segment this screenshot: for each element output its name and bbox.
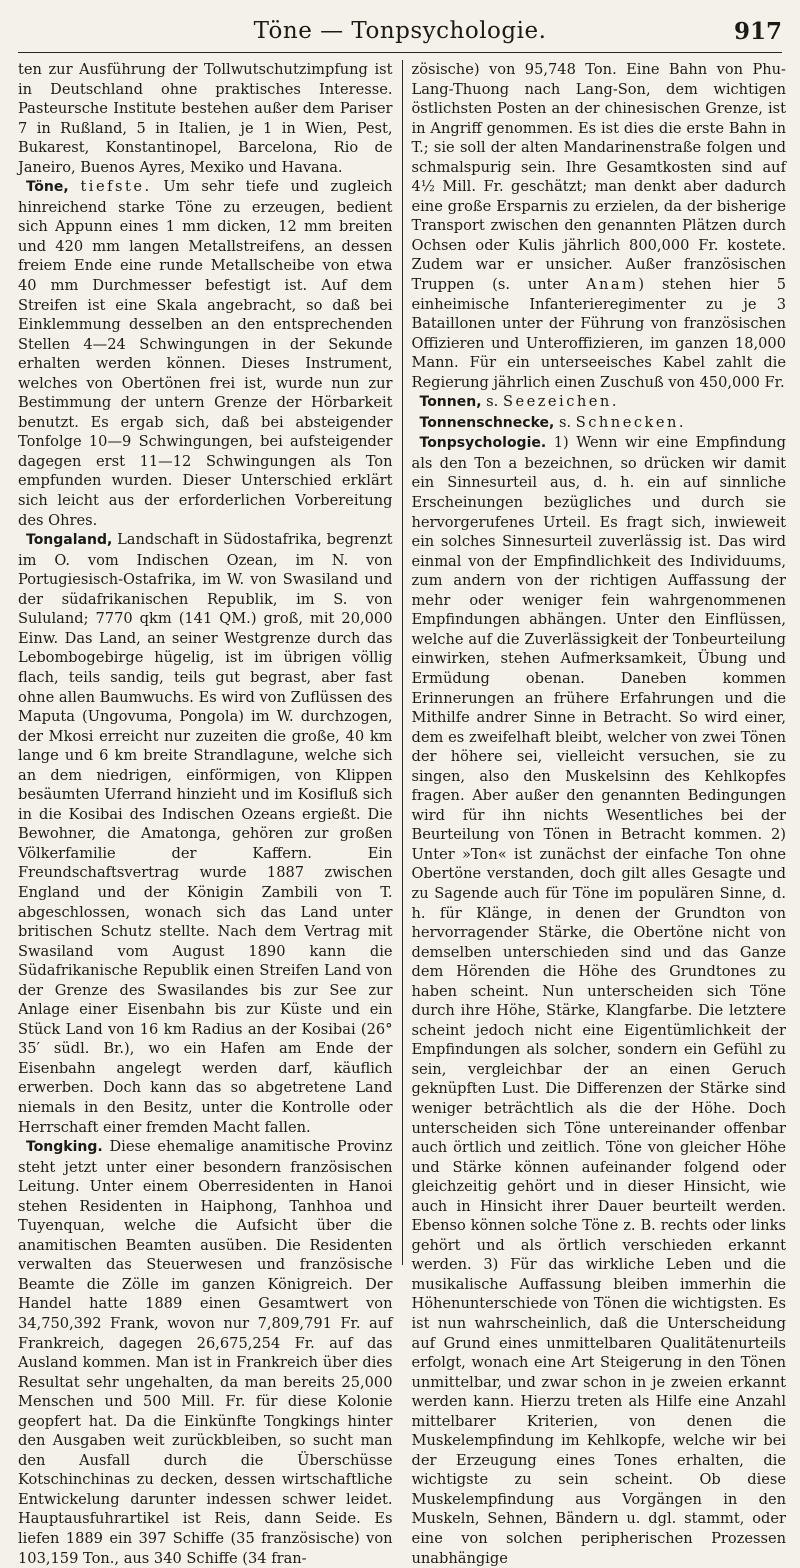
- text-columns: [18, 60, 786, 1567]
- entry-text: 1) Wenn wir eine Empfindung als den Ton a bezeichnen, so drücken wir damit ein Sinnesurteil aus, d. h. ein auf sinnliche Erscheinungen bezügliches und durch sie hervorgerufenes Urteil. Es fragt sich, inwieweit ein solches Sinnesurteil zuverlässig ist. Das wird einmal von der Empfindlichkeit des Individuums, zum andern von der richtigen Auffassung der mehr oder weniger fein wahrgenommenen Empfindungen abhängen. Unter den Einflüssen, welche auf die Zuverlässigkeit der Tonbeurteilung einwirken, stehen Aufmerksamkeit, Übung und Ermüdung obenan. Daneben kommen Erinnerungen an frühere Erfahrungen und die Mithilfe andrer Sinne in Betracht. So wird einer, dem es zweifelhaft bleibt, welcher von zwei Tönen der höhere sei, vielleicht versuchen, sie zu singen, also den Muskelsinn des Kehlkopfes fragen. Aber außer den genannten Bedingungen wird für ihn nichts Wesentliches bei der Beurteilung von Tönen in Betracht kommen. 2) Unter »Ton« ist zunächst der einfache Ton ohne Obertöne verstanden, doch gilt alles Gesagte und zu Sagende auch für Töne im populären Sinne, d. h. für Klänge, in denen der Grundton von hervorragender Stärke, die Obertöne nicht von demselben unterschieden sind und das Ganze dem Hörenden die Höhe des Grundtones zu haben scheint. Nun unterscheiden sich Töne durch ihre Höhe, Stärke, Klangfarbe. Die letztere scheint jedoch nicht eine Eigentümlichkeit der Empfindungen als solcher, sondern ein Gefühl zu sein, vergleichbar der an einen Geruch geknüpften Lust. Die Differenzen der Stärke sind weniger beträchtlich als die der Höhe. Doch unterscheiden sich Töne untereinander offenbar auch örtlich und zeitlich. Töne von gleicher Höhe und Stärke können aufeinander folgend oder gleichzeitig gehört und in dieser Hinsicht, wie auch in Hinsicht ihrer Dauer beurteilt werden. Ebenso können solche Töne z. B. rechts oder links gehört und als örtlich verschieden erkannt werden. 3) Für das wirkliche Leben und die musikalische Auffassung bleiben immerhin die Höhenunterschiede von Tönen die wichtigsten. Es ist nun wahrscheinlich, daß die Unterscheidung auf Grund eines unmittelbaren Qualitätenurteils erfolgt, wonach eine Art Steigerung in den Tönen unmittelbar, und zwar schon in je zweien erkannt werden kann. Hierzu treten als Hilfe eine Anzahl mittelbarer Kriterien, von denen die Muskelempfindung im Kehlkopfe, welche wir bei der Erzeugung eines Tones erhalten, die wichtigste zu sein scheint. Ob diese Muskelempfindung aus Vorgängen in den Muskeln, Sehnen, Bändern u. dgl. stammt, oder eine von solchen peripherischen Prozessen unabhängige: [411, 434, 786, 1567]
- left-column: [18, 60, 402, 1567]
- entry-text: Diese ehemalige anamitische Provinz steht jetzt unter einer besondern französischen Leitung. Unter einem Oberresidenten in Hanoi stehen Residenten in Haiphong, Tanhhoa und Tuyenquan, welche die Aufsicht über die anamitischen Beamten ausüben. Die Residenten verwalten das Steuerwesen und französische Beamte die Zölle im ganzen Königreich. Der Handel hatte 1889 einen Gesamtwert von 34,750,392 Frank, wovon nur 7,809,791 Fr. auf Frankreich, dagegen 26,675,254 Fr. auf das Ausland kommen. Man ist in Frankreich über dies Resultat sehr ungehalten, da man bereits 25,000 Menschen und 500 Mill. Fr. für diese Kolonie geopfert hat. Da die Einkünfte Tongkings hinter den Ausgaben weit zurückbleiben, so sucht man den Ausfall durch die Überschüsse Kotschinchinas zu decken, dessen wirtschaftliche Entwickelung darunter indessen schwer leidet. Hauptausfuhrartikel ist Reis, dann Seide. Es liefen 1889 ein 397 Schiffe (35 französische) von 103,159 Ton., aus 340 Schiffe (34 fran-: [18, 1138, 393, 1567]
- entry-text: Landschaft in Südostafrika, begrenzt im O. vom Indischen Ozean, im N. von Portugiesisch-Ostafrika, im W. von Swasiland und der südafrikanischen Republik, im S. von Sululand; 7770 qkm (141 QM.) groß, mit 20,000 Einw. Das Land, an seiner Westgrenze durch das Lebombogebirge hügelig, ist im übrigen völlig flach, teils sandig, teils gut begrast, aber fast ohne allen Baumwuchs. Es wird von Zuflüssen des Maputa (Ungovuma, Pongola) im W. durchzogen, der Mkosi erreicht nur zuzeiten die große, 40 km lange und 6 km breite Strandlagune, welche sich an dem niedrigen, einförmigen, von Klippen besäumten Uferrand hinzieht und im Kosifluß sich in die Kosibai des Indischen Ozeans ergießt. Die Bewohner, die Amatonga, gehören zur großen Völkerfamilie der Kaffern. Ein Freundschaftsvertrag wurde 1887 zwischen England und der Königin Zambili von T. abgeschlossen, wonach sich das Land unter britischen Schutz stellte. Nach dem Vertrag mit Swasiland vom August 1890 kann die Südafrikanische Republik einen Streifen Land von der Grenze des Swasilandes bis zur See zur Anlage einer Eisenbahn bis zur Küste und ein Stück Land von 16 km Radius an der Kosibai (26° 35′ südl. Br.), wo ein Hafen am Ende der Eisenbahn angelegt werden darf, käuflich erwerben. Doch kann das so abgetretene Land niemals in den Besitz, unter die Kontrolle oder Herrschaft einer fremden Macht fallen.: [18, 531, 393, 1136]
- entry-headword: Tongking.: [26, 1139, 103, 1156]
- entry-toene: [18, 177, 393, 530]
- entry-tonpsychologie: [412, 433, 787, 1568]
- paragraph-text: ) stehen hier 5 einheimische Infanterieregimenter zu je 3 Bataillonen unter der Führung von französischen Offizieren und Unteroffizieren, im ganzen 18,000 Mann. Für ein unterseeisches Kabel zahlt die Regierung jährlich einen Zuschuß von 450,000 Fr.: [411, 276, 786, 391]
- page-number: 917: [733, 18, 782, 45]
- cross-reference: Schnecken.: [575, 413, 687, 431]
- entry-text: s.: [554, 413, 572, 431]
- spaced-word: Anam: [585, 276, 639, 294]
- cross-reference: Seezeichen.: [502, 393, 619, 411]
- entry-tongking: [18, 1137, 393, 1568]
- entry-headword: Töne,: [26, 179, 69, 196]
- entry-headword: Tongaland,: [26, 532, 113, 549]
- entry-text: s.: [481, 393, 499, 411]
- entry-headword: Tonpsychologie.: [419, 435, 547, 452]
- continuation-paragraph: [18, 60, 393, 177]
- entry-text: Um sehr tiefe und zugleich hinreichend starke Töne zu erzeugen, bedient sich Appunn eines 1 mm dicken, 12 mm breiten und 420 mm langen Metallstreifens, an dessen freiem Ende eine runde Metallscheibe von etwa 40 mm Durchmesser befestigt ist. Auf dem Streifen ist eine Skala angebracht, so daß bei Einklemmung desselben an den entsprechenden Stellen 4—24 Schwingungen in der Sekunde erhalten werden können. Dieses Instrument, welches von Obertönen frei ist, wurde nun zur Bestimmung der untern Grenze der Hörbarkeit benutzt. Es ergab sich, daß bei absteigender Tonfolge 10—9 Schwingungen, bei aufsteigender dagegen erst 11—12 Schwingungen als Ton empfunden wurden. Dieser Unterschied erklärt sich leicht aus der erforderlichen Vorbereitung des Ohres.: [18, 178, 393, 529]
- running-title: Töne — Tonpsychologie.: [253, 18, 547, 44]
- paragraph-text: ten zur Ausführung der Tollwutschutzimpfung ist in Deutschland ohne praktisches Interesse. Pasteursche Institute bestehen außer dem Pariser 7 in Rußland, 5 in Italien, je 1 in Wien, Pest, Bukarest, Konstantinopel, Barcelona, Rio de Janeiro, Buenos Ayres, Mexiko und Havana.: [18, 61, 393, 176]
- page-header: [18, 12, 782, 53]
- entry-tonnenschnecke: [412, 413, 787, 434]
- entry-headword: Tonnenschnecke,: [419, 414, 555, 431]
- paragraph-text: zösische) von 95,748 Ton. Eine Bahn von Phu-Lang-Thuong nach Lang-Son, dem wichtigen östlichsten Posten an der chinesischen Grenze, ist in Angriff genommen. Es ist dies die erste Bahn in T.; sie soll der alten Mandarinenstraße folgen und schmalspurig sein. Ihre Gesamtkosten sind auf 4½ Mill. Fr. geschätzt; man denkt aber dadurch eine große Ersparnis zu erzielen, da der bisherige Transport zwischen den genannten Plätzen durch Ochsen oder Kulis jährlich 800,000 Fr. kostete. Zudem war er unsicher. Außer französischen Truppen (s. unter: [411, 61, 786, 294]
- right-column: [402, 60, 787, 1567]
- entry-tongaland: [18, 530, 393, 1137]
- entry-headword: Tonnen,: [419, 394, 482, 411]
- spaced-word: tiefste.: [80, 178, 152, 196]
- entry-tonnen: [412, 392, 787, 413]
- continuation-paragraph: [412, 60, 787, 392]
